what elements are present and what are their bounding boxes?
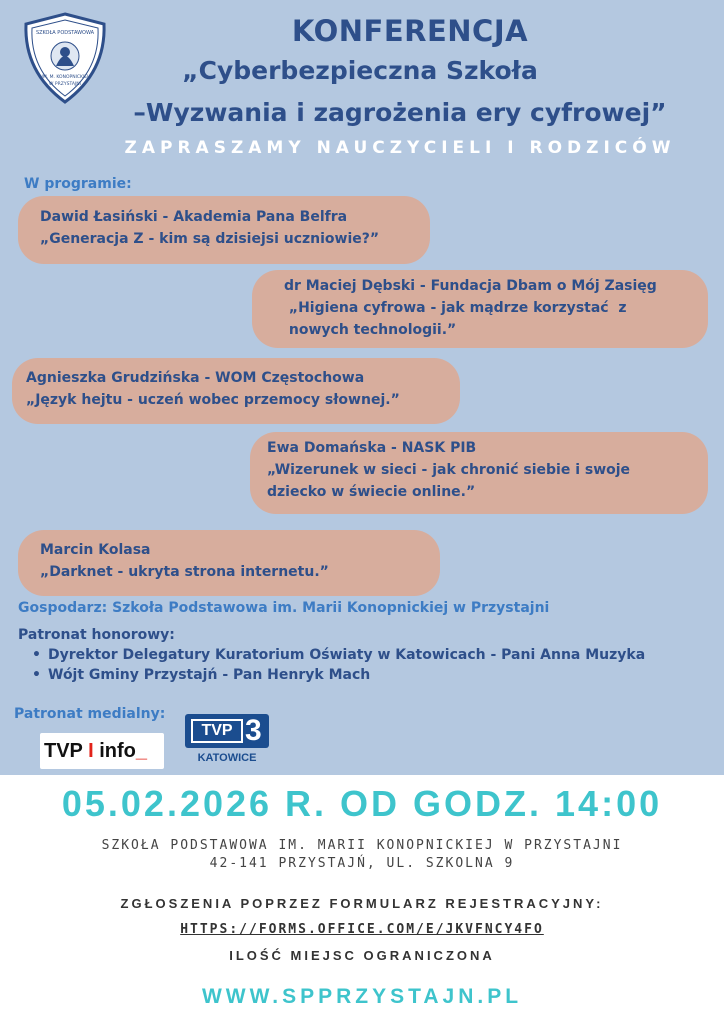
- tvp-info-logo-bar: I: [88, 740, 94, 762]
- program-item: [18, 530, 440, 596]
- program-label: W programie:: [24, 176, 132, 192]
- tvp3-katowice-logo: [185, 714, 269, 770]
- tvp3-logo-number: 3: [245, 714, 262, 747]
- school-logo: [22, 12, 108, 104]
- conference-subtitle-1: „Cyberbezpieczna Szkoła: [182, 56, 538, 85]
- talk-title: „Generacja Z - kim są dzisiejsi uczniowie?”: [40, 231, 380, 247]
- list-item: • Dyrektor Delegatury Kuratorium Oświaty w Katowicach - Pani Anna Muzyka: [32, 645, 645, 665]
- logo-text-bot: W PRZYSTAJNI: [49, 82, 81, 87]
- tvp-info-logo-underscore: _: [135, 740, 148, 762]
- speaker-name: Ewa Domańska - NASK PIB: [267, 440, 477, 456]
- speaker-name: Dawid Łasiński - Akademia Pana Belfra: [40, 209, 348, 225]
- website-link[interactable]: WWW.SPPRZYSTAJN.PL: [201, 985, 523, 1008]
- list-item: • Wójt Gminy Przystajń - Pan Henryk Mach: [32, 665, 645, 685]
- conference-subtitle-2: –Wyzwania i zagrożenia ery cyfrowej”: [133, 98, 667, 127]
- speaker-name: Marcin Kolasa: [40, 542, 151, 558]
- logo-text-mid: IM. M. KONOPNICKIEJ: [41, 75, 89, 80]
- talk-title: „Darknet - ukryta strona internetu.”: [40, 564, 329, 580]
- talk-title: „Higiena cyfrowa - jak mądrze korzystać z: [284, 300, 627, 316]
- speaker-name: Agnieszka Grudzińska - WOM Częstochowa: [26, 370, 365, 386]
- host-line: Gospodarz: Szkoła Podstawowa im. Marii Konopnickiej w Przystajni: [18, 600, 550, 616]
- program-item: [12, 358, 460, 424]
- honorary-patronage-list: [32, 645, 645, 685]
- media-patronage-label: Patronat medialny:: [14, 706, 166, 722]
- program-item: [252, 270, 708, 348]
- speaker-name: dr Maciej Dębski - Fundacja Dbam o Mój Zasięg: [284, 278, 657, 294]
- event-date: 05.02.2026 R. OD GODZ. 14:00: [61, 783, 663, 824]
- program-item: [250, 432, 708, 514]
- limited-seats-note: ILOŚĆ MIEJSC OGRANICZONA: [229, 948, 495, 963]
- tvp3-logo-box: [185, 714, 269, 748]
- registration-link[interactable]: HTTPS://FORMS.OFFICE.COM/E/JKVFNCY4FO: [180, 922, 544, 937]
- tvp-info-logo: [40, 733, 164, 769]
- conference-title: KONFERENCJA: [291, 14, 529, 48]
- tvp-info-logo-info: info: [99, 740, 136, 762]
- tvp3-logo-word: TVP: [191, 719, 243, 743]
- event-address-line-2: 42-141 PRZYSTAJŃ, UL. SZKOLNA 9: [209, 856, 515, 871]
- talk-title-cont: dziecko w świecie online.”: [267, 484, 476, 500]
- invitation-line: ZAPRASZAMY NAUCZYCIELI I RODZICÓW: [124, 138, 676, 158]
- tvp-info-logo-tvp: TVP: [44, 740, 83, 762]
- event-address-line-1: SZKOŁA PODSTAWOWA IM. MARII KONOPNICKIEJ W PRZYSTAJNI: [101, 838, 623, 853]
- honorary-patronage-label: Patronat honorowy:: [18, 627, 175, 643]
- tvp3-logo-city: KATOWICE: [197, 752, 257, 764]
- program-item: [18, 196, 430, 264]
- talk-title: „Język hejtu - uczeń wobec przemocy słownej.”: [26, 392, 400, 408]
- logo-text-top: SZKOŁA PODSTAWOWA: [35, 30, 95, 36]
- talk-title-cont: nowych technologii.”: [284, 322, 457, 338]
- registration-text: ZGŁOSZENIA POPRZEZ FORMULARZ REJESTRACYJNY:: [120, 896, 604, 911]
- talk-title: „Wizerunek w sieci - jak chronić siebie i swoje: [267, 462, 631, 478]
